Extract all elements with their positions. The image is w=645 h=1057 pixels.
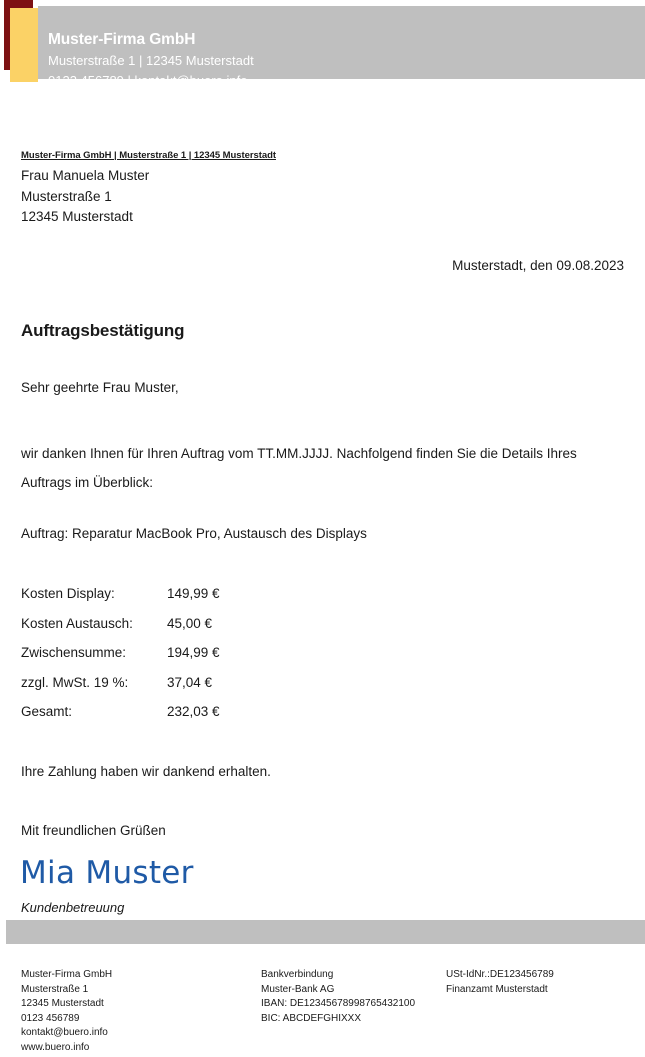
table-row — [21, 675, 220, 705]
letterhead-address: Musterstraße 1 | 12345 Musterstadt — [48, 52, 254, 68]
footer-email: kontakt@buero.info — [21, 1027, 108, 1039]
footer-columns — [21, 968, 645, 1056]
cost-label: Kosten Display: — [21, 586, 115, 601]
footer-vat-id: USt-IdNr.:DE123456789 — [446, 969, 554, 980]
letterhead-text — [48, 30, 254, 92]
footer-column-company — [21, 968, 261, 1056]
footer-bic: BIC: ABCDEFGHIXXX — [261, 1012, 362, 1024]
footer-column-tax — [446, 968, 636, 1056]
cost-summary-table — [21, 586, 220, 734]
letterhead-contact: 0123 456789 | kontakt@buero.info — [48, 73, 248, 88]
letterhead — [0, 0, 645, 120]
footer-divider-band — [6, 920, 645, 944]
footer-iban: IBAN: DE12345678998765432100 — [261, 998, 416, 1010]
order-description: Auftrag: Reparatur MacBook Pro, Austausch des Displays — [21, 526, 367, 541]
cost-value: 45,00 € — [167, 615, 213, 631]
intro-paragraph: wir danken Ihnen für Ihren Auftrag vom TT.MM.JJJJ. Nachfolgend finden Sie die Details Ihres Auftrags im Überblick: — [21, 446, 577, 490]
signature-role: Kundenbetreuung — [21, 900, 125, 915]
date-line: Musterstadt, den 09.08.2023 — [452, 258, 624, 273]
footer-line: Bankverbindung — [261, 969, 334, 980]
footer-tax-office: Finanzamt Musterstadt — [446, 983, 548, 995]
footer-line: 12345 Musterstadt — [21, 998, 104, 1010]
cost-table-body — [21, 586, 220, 734]
cost-label: zzgl. MwSt. 19 %: — [21, 674, 129, 690]
decorative-gold-bar-icon — [10, 8, 38, 82]
footer-line: Muster-Firma GmbH — [21, 969, 113, 980]
table-row — [21, 704, 220, 734]
document-subject-heading: Auftragsbestätigung — [21, 321, 185, 340]
footer-website: www.buero.info — [21, 1041, 90, 1053]
salutation: Sehr geehrte Frau Muster, — [21, 380, 179, 395]
payment-received-note: Ihre Zahlung haben wir dankend erhalten. — [21, 764, 271, 779]
letterhead-band — [38, 6, 645, 88]
cost-label: Gesamt: — [21, 704, 73, 719]
cost-label: Zwischensumme: — [21, 645, 127, 660]
cost-value: 194,99 € — [167, 645, 220, 660]
table-row — [21, 586, 220, 616]
signature-name: Mia Muster — [20, 855, 194, 891]
cost-value: 232,03 € — [167, 704, 220, 719]
footer-line: Musterstraße 1 — [21, 983, 89, 995]
table-row — [21, 616, 220, 646]
table-row — [21, 645, 220, 675]
footer-line: 0123 456789 — [21, 1012, 80, 1024]
footer-column-bank — [261, 968, 446, 1056]
cost-value: 37,04 € — [167, 674, 213, 690]
cost-label: Kosten Austausch: — [21, 615, 133, 631]
closing-regards: Mit freundlichen Grüßen — [21, 823, 166, 838]
recipient-street: Musterstraße 1 — [21, 188, 112, 204]
recipient-city: 12345 Musterstadt — [21, 209, 133, 224]
cost-value: 149,99 € — [167, 586, 220, 601]
letterhead-company-name: Muster-Firma GmbH — [48, 31, 196, 48]
return-address-line: Muster-Firma GmbH | Musterstraße 1 | 12345 Musterstadt — [21, 150, 276, 161]
recipient-address-block — [21, 150, 421, 228]
recipient-name: Frau Manuela Muster — [21, 168, 150, 183]
footer-line: Muster-Bank AG — [261, 983, 335, 995]
